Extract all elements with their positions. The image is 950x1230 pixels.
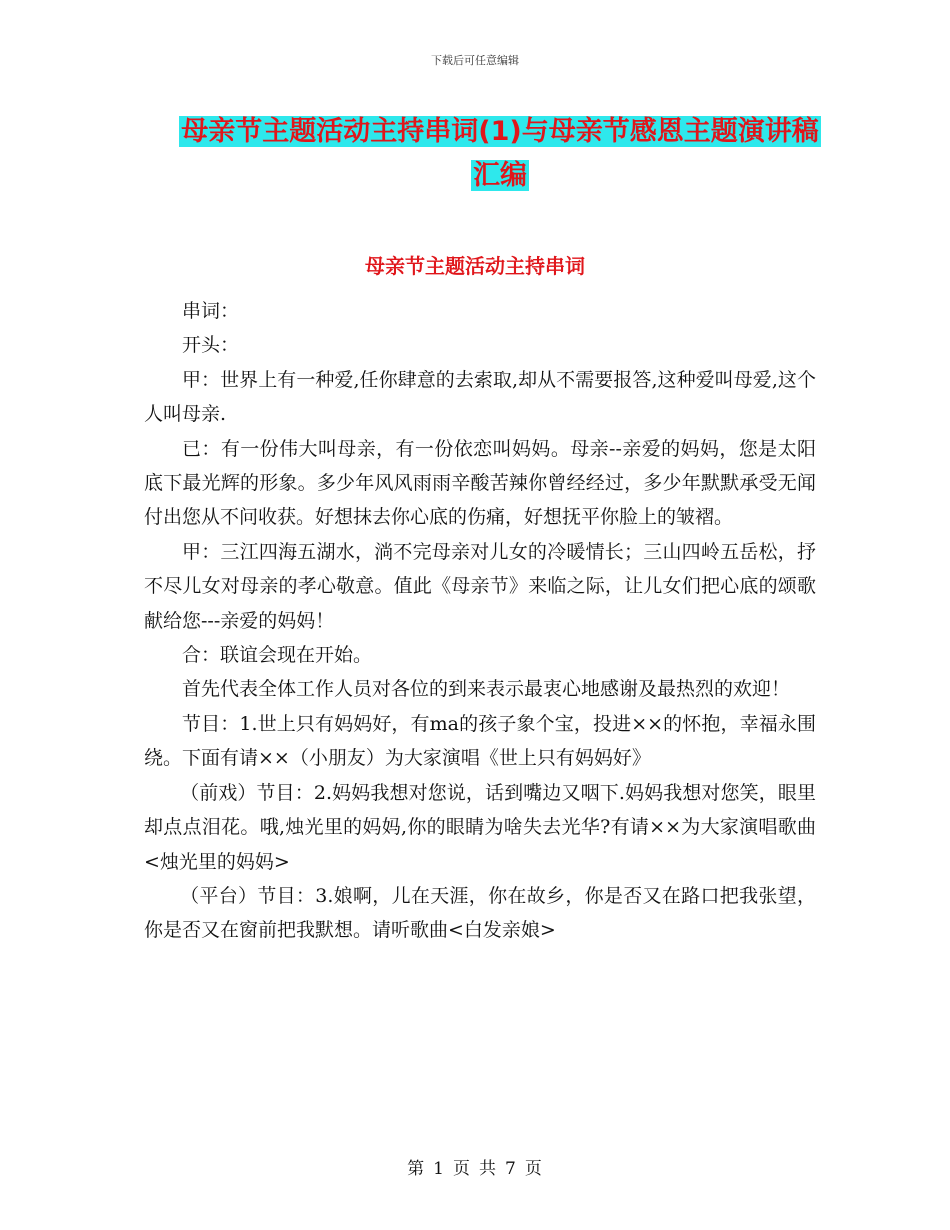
footer-page-number: 1 xyxy=(433,1159,445,1179)
document-title xyxy=(140,110,860,198)
paragraph: 串词： xyxy=(182,300,240,322)
paragraph: （平台）节目：3.娘啊，儿在天涯，你在故乡，你是否又在路口把我张望，你是否又在窗前把我默想。请听歌曲<白发亲娘> xyxy=(144,884,816,942)
paragraph: 甲：世界上有一种爱,任你肆意的去索取,却从不需要报答,这种爱叫母爱,这个人叫母亲. xyxy=(144,368,816,426)
footer-page-label: 第 xyxy=(407,1159,426,1179)
section-title: 母亲节主题活动主持串词 xyxy=(365,254,585,278)
paragraph: 已：有一份伟大叫母亲，有一份依恋叫妈妈。母亲--亲爱的妈妈，您是太阳底下最光辉的形象。多少年风风雨雨辛酸苦辣你曾经经过，多少年默默承受无闻付出您从不问收获。好想抹去你心底的伤痛，好想抚平你脸上的皱褶。 xyxy=(144,437,816,529)
paragraph: 首先代表全体工作人员对各位的到来表示最衷心地感谢及最热烈的欢迎！ xyxy=(182,678,791,701)
paragraph: 节目：1.世上只有妈妈好，有ma的孩子象个宝，投进××的怀抱，幸福永围绕。下面有请××（小朋友）为大家演唱《世上只有妈妈好》 xyxy=(144,712,816,770)
header-note: 下载后可任意编辑 xyxy=(431,54,519,67)
footer-total-label: 共 xyxy=(479,1159,497,1179)
document-title-line1: 母亲节主题活动主持串词(1)与母亲节感恩主题演讲稿 xyxy=(181,116,819,147)
document-title-line2: 汇编 xyxy=(473,160,527,191)
paragraph: 开头： xyxy=(182,334,240,357)
page-footer xyxy=(0,1154,950,1179)
paragraph: 甲：三江四海五湖水，淌不完母亲对儿女的冷暖情长；三山四岭五岳松，抒不尽儿女对母亲的孝心敬意。值此《母亲节》来临之际，让儿女们把心底的颂歌献给您---亲爱的妈妈！ xyxy=(144,540,816,632)
body-text xyxy=(144,294,816,948)
footer-page-unit: 页 xyxy=(453,1159,471,1179)
footer-total-number: 7 xyxy=(505,1159,517,1179)
paragraph: 合：联谊会现在开始。 xyxy=(182,644,373,667)
footer-total-unit: 页 xyxy=(524,1159,543,1179)
paragraph: （前戏）节目：2.妈妈我想对您说，话到嘴边又咽下.妈妈我想对您笑，眼里却点点泪花。哦,烛光里的妈妈,你的眼睛为啥失去光华?有请××为大家演唱歌曲<烛光里的妈妈> xyxy=(144,781,816,873)
